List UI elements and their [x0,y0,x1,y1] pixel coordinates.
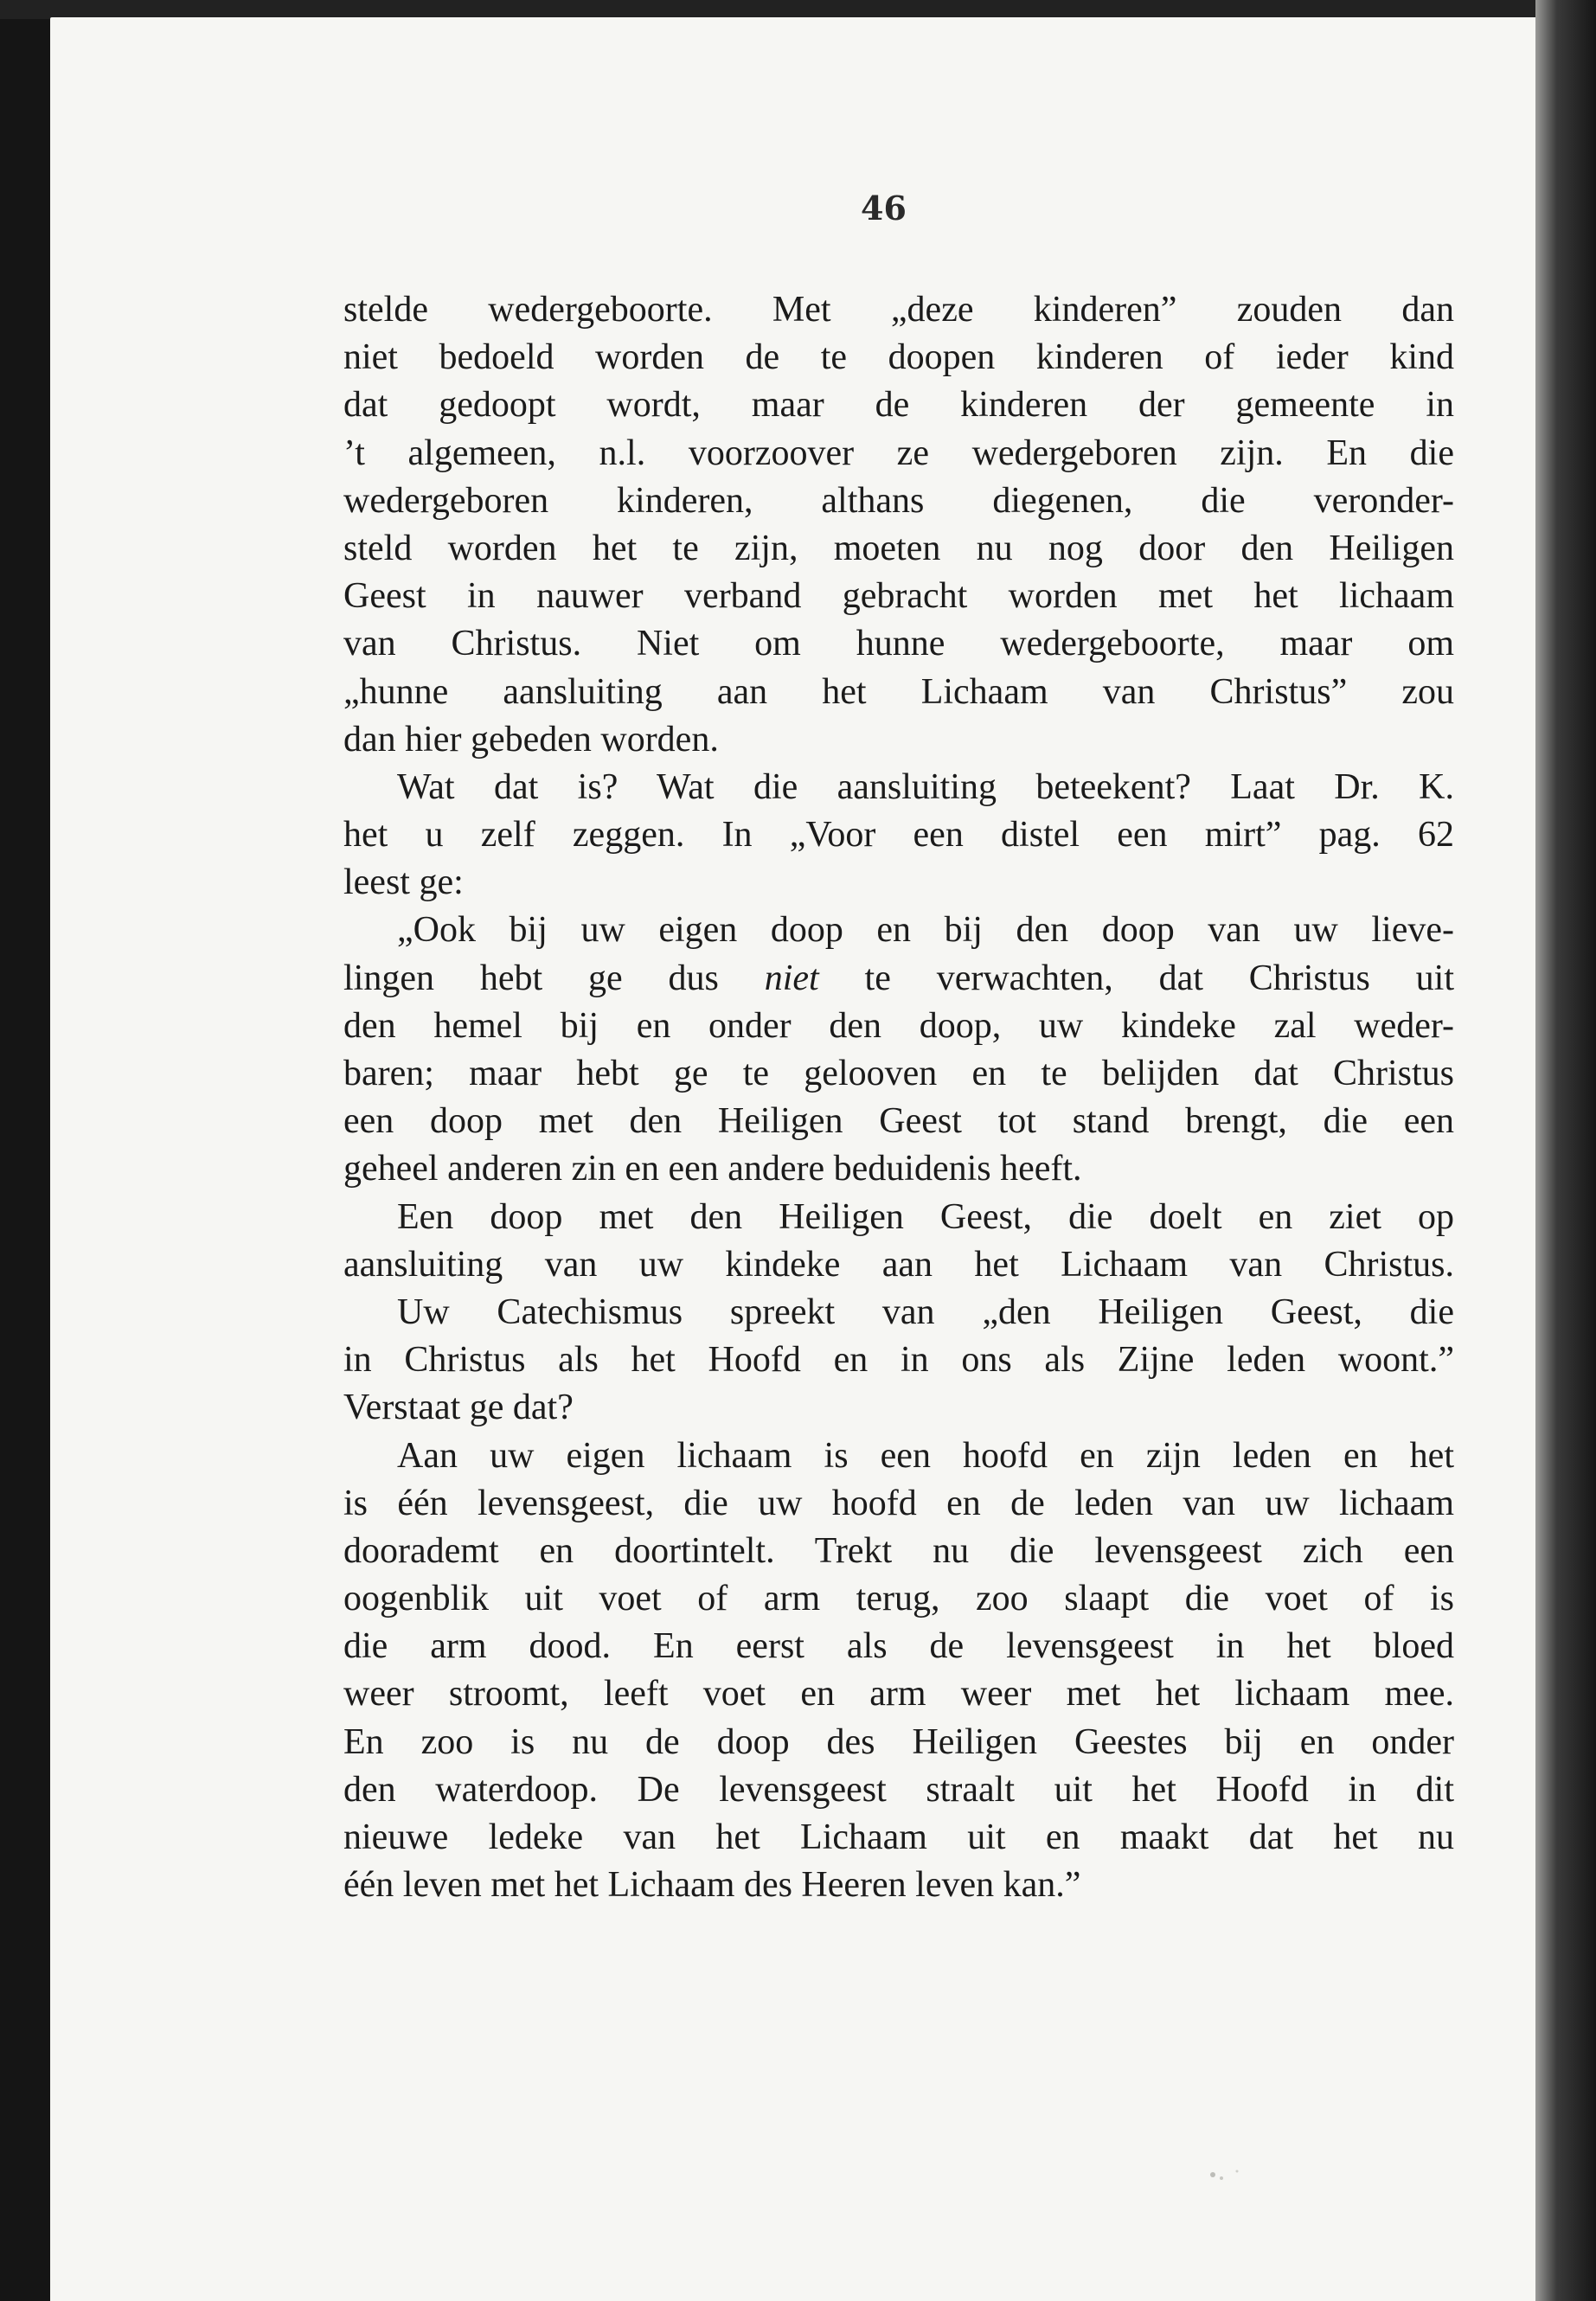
text-line: dat gedoopt wordt, maar de kinderen der gemeente in [343,385,1454,426]
text-line: Geest in nauwer verband gebracht worden met het lichaam [343,576,1454,617]
book-binding-shadow [1535,0,1596,2301]
text-line-with-emphasis [343,955,1454,1003]
body-text [343,286,1454,1909]
text-line: leest ge: [343,862,464,903]
text-line: in Christus als het Hoofd en in ons als Zijne leden woont.” [343,1340,1454,1381]
text-line: steld worden het te zijn, moeten nu nog door den Heiligen [343,528,1454,568]
text-line: En zoo is nu de doop des Heiligen Geestes bij en onder [343,1721,1454,1762]
text-line: het u zelf zeggen. In „Voor een distel een mirt” pag. 62 [343,815,1454,856]
text-line: weer stroomt, leeft voet en arm weer met het lichaam mee. [343,1674,1454,1715]
text-line: stelde wedergeboorte. Met „deze kinderen” zouden dan [343,290,1454,330]
text-line: geheel anderen zin en een andere beduidenis heeft. [343,1149,1082,1189]
text-line: Aan uw eigen lichaam is een hoofd en zijn leden en het [397,1435,1454,1476]
text-line: „Ook bij uw eigen doop en bij den doop van uw lieve- [397,910,1454,951]
text-line: Wat dat is? Wat die aansluiting beteekent? Laat Dr. K. [397,766,1454,807]
text-line: ’t algemeen, n.l. voorzoover ze wedergeboren zijn. En die [343,433,1454,473]
scan-top-edge [0,0,1596,19]
text-line: niet bedoeld worden de te doopen kinderen of ieder kind [343,337,1454,378]
text-line: oogenblik uit voet of arm terug, zoo slaapt die voet of is [343,1579,1454,1619]
emphasis-word: niet [764,958,819,998]
text-line: baren; maar hebt ge te gelooven en te belijden dat Christus [343,1054,1454,1093]
text-line: Verstaat ge dat? [343,1388,574,1428]
text-line: den waterdoop. De levensgeest straalt uit het Hoofd in dit [343,1769,1454,1810]
text-line: doorademt en doortintelt. Trekt nu die levensgeest zich een [343,1530,1454,1571]
text-line: die arm dood. En eerst als de levensgeest in het bloed [343,1626,1454,1667]
text-segment: te verwachten, dat Christus uit [864,958,1455,998]
text-line: Een doop met den Heiligen Geest, die doelt en ziet op [397,1196,1454,1237]
text-line: wedergeboren kinderen, althans diegenen, die veronder- [343,480,1454,521]
text-line: is één levensgeest, die uw hoofd en de leden van uw lichaam [343,1483,1454,1523]
page-number: 46 [861,189,907,228]
text-line: Uw Catechismus spreekt van „den Heiligen Geest, die [397,1292,1454,1332]
text-line: nieuwe ledeke van het Lichaam uit en maakt dat het nu [343,1817,1454,1857]
text-line: dan hier gebeden worden. [343,719,719,760]
text-line: den hemel bij en onder den doop, uw kindeke zal weder- [343,1005,1454,1046]
text-line: „hunne aansluiting aan het Lichaam van Christus” zou [343,671,1454,712]
text-segment: lingen hebt ge dus [343,958,719,998]
text-line: van Christus. Niet om hunne wedergeboorte, maar om [343,624,1454,664]
text-line: aansluiting van uw kindeke aan het Lichaam van Christus. [343,1244,1454,1285]
text-line: één leven met het Lichaam des Heeren leven kan.” [343,1865,1081,1906]
text-line: een doop met den Heiligen Geest tot stand brengt, die een [343,1101,1454,1142]
paper-speck [1202,2163,1254,2189]
